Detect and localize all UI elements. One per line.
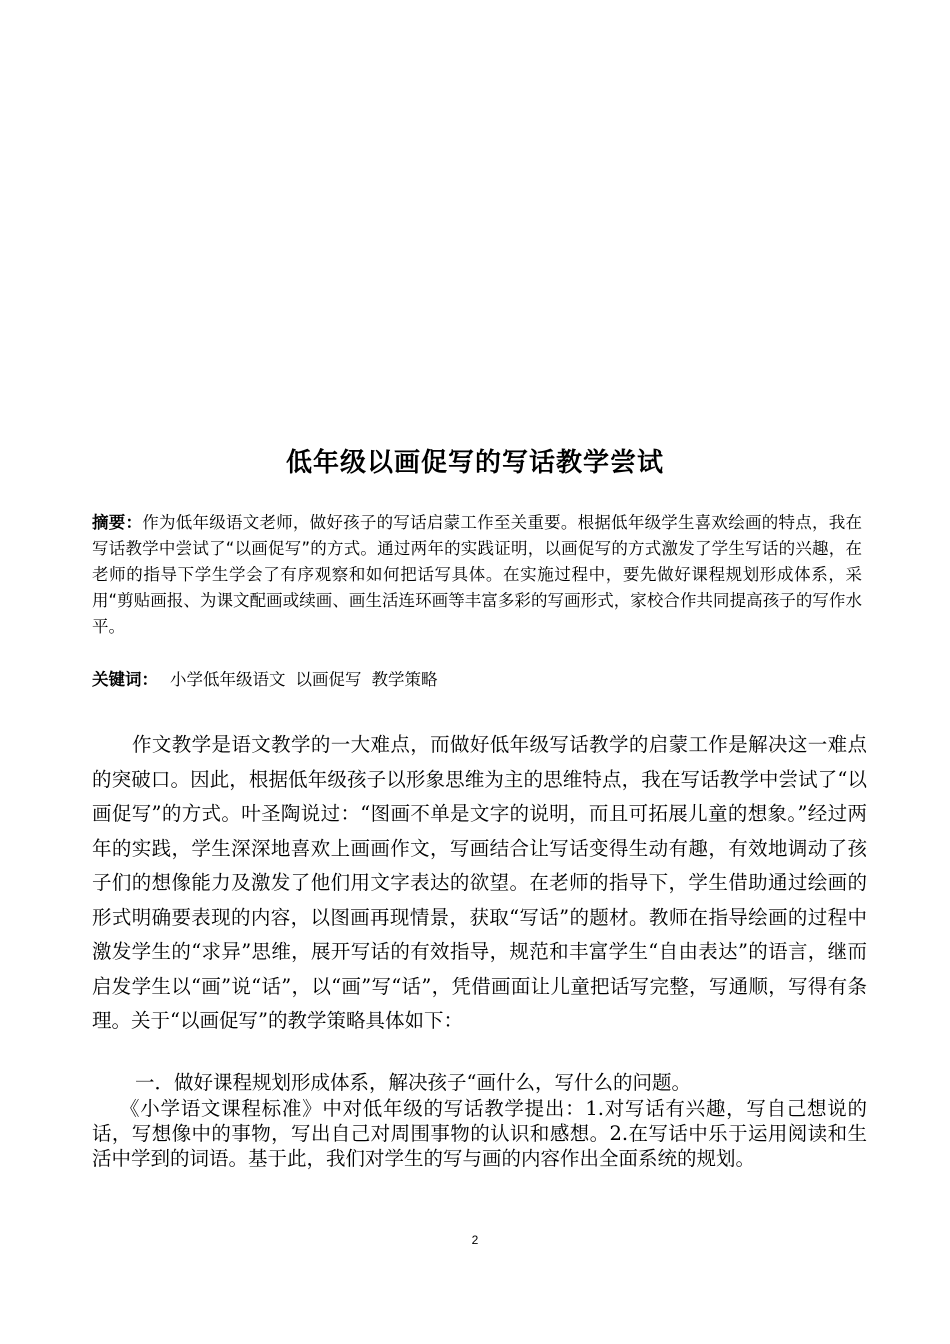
keyword-item: 小学低年级语文 (170, 670, 286, 689)
intro-paragraph: 作文教学是语文教学的一大难点，而做好低年级写话教学的启蒙工作是解决这一难点的突破口。因此，根据低年级孩子以形象思维为主的思维特点，我在写话教学中尝试了“以画促写”的方式。叶圣陶说过：“图画不单是文字的说明，而且可拓展儿童的想象。”经过两年的实践，学生深深地喜欢上画画作文，写画结合让写话变得生动有趣，有效地调动了孩子们的想像能力及激发了他们用文字表达的欲望。在老师的指导下，学生借助通过绘画的形式明确要表现的内容，以图画再现情景，获取“写话”的题材。教师在指导绘画的过程中激发学生的“求异”思维，展开写话的有效指导，规范和丰富学生“自由表达”的语言，继而启发学生以“画”说“话”，以“画”写“话”，凭借画面让儿童把话写完整，写通顺，写得有条理。关于“以画促写”的教学策略具体如下： (92, 733, 867, 1032)
keywords-label: 关键词： (92, 670, 158, 689)
document-title: 低年级以画促写的写话教学尝试 (285, 448, 664, 478)
abstract (92, 510, 862, 640)
keywords (92, 667, 448, 693)
abstract-label: 摘要： (92, 513, 143, 532)
section-paragraph: 《小学语文课程标准》中对低年级的写话教学提出：1.对写话有兴趣，写自己想说的话，写想像中的事物，写出自己对周围事物的认识和感想。2.在写话中乐于运用阅读和生活中学到的词语。基于此，我们对学生的写与画的内容作出全面系统的规划。 (92, 1097, 867, 1170)
section-heading: 一．做好课程规划形成体系，解决孩子“画什么，写什么的问题。 (135, 1071, 691, 1094)
abstract-text: 作为低年级语文老师，做好孩子的写话启蒙工作至关重要。根据低年级学生喜欢绘画的特点，我在写话教学中尝试了“以画促写”的方式。通过两年的实践证明，以画促写的方式激发了学生写话的兴趣，在老师的指导下学生学会了有序观察和如何把话写具体。在实施过程中，要先做好课程规划形成体系，采用“剪贴画报、为课文配画或续画、画生活连环画等丰富多彩的写画形式，家校合作共同提高孩子的写作水平。 (92, 513, 863, 636)
keyword-item: 教学策略 (371, 670, 438, 689)
keyword-item: 以画促写 (295, 670, 362, 689)
page-number: 2 (471, 1233, 479, 1247)
